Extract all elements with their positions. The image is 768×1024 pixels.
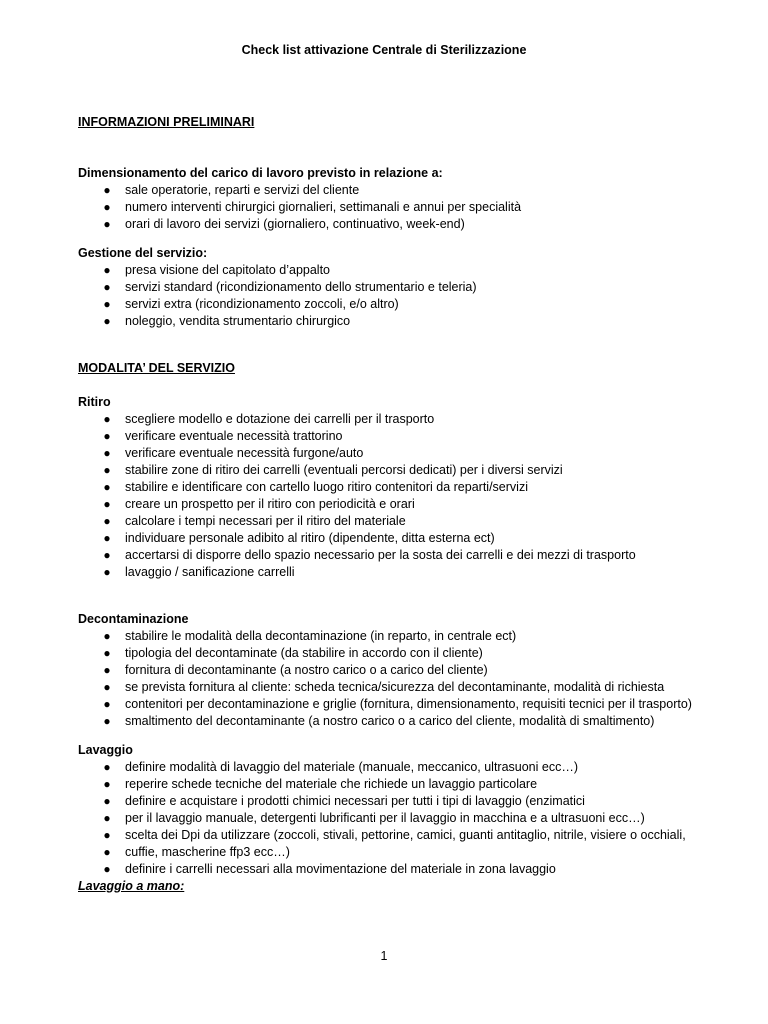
section-heading-modalita: MODALITA’ DEL SERVIZIO (78, 361, 235, 375)
list-item-text: verificare eventuale necessità trattorino (125, 429, 343, 443)
bullet-icon: ● (103, 680, 111, 694)
list-item-text: contenitori per decontaminazione e griglie (fornitura, dimensionamento, requisiti tecnici per il trasporto) (125, 697, 692, 711)
list-item (78, 182, 718, 199)
list-item-text: calcolare i tempi necessari per il ritiro del materiale (125, 514, 406, 528)
list-item (78, 628, 718, 645)
list-item (78, 296, 718, 313)
bullet-icon: ● (103, 429, 111, 443)
bullet-icon: ● (103, 514, 111, 528)
bullet-icon: ● (103, 697, 111, 711)
bullet-icon: ● (103, 714, 111, 728)
bullet-icon: ● (103, 200, 111, 214)
document-body (78, 114, 718, 895)
list-item-text: servizi extra (ricondizionamento zoccoli, e/o altro) (125, 297, 399, 311)
list-item-text: definire i carrelli necessari alla movimentazione del materiale in zona lavaggio (125, 862, 556, 876)
list-item (78, 645, 718, 662)
bullet-icon: ● (103, 480, 111, 494)
document-title: Check list attivazione Centrale di Sterilizzazione (241, 43, 527, 57)
list-item (78, 810, 718, 827)
list-item (78, 313, 718, 330)
bullet-icon: ● (103, 412, 111, 426)
list-item (78, 411, 718, 428)
bullet-icon: ● (103, 280, 111, 294)
bullet-icon: ● (103, 663, 111, 677)
list-item-text: reperire schede tecniche del materiale che richiede un lavaggio particolare (125, 777, 538, 791)
list-item-text: accertarsi di disporre dello spazio necessario per la sosta dei carrelli e dei mezzi di trasporto (125, 548, 636, 562)
list-item-text: tipologia del decontaminate (da stabilire in accordo con il cliente) (125, 646, 483, 660)
bullet-icon: ● (103, 777, 111, 791)
bullet-icon: ● (103, 811, 111, 825)
subheading-lavaggio-a-mano: Lavaggio a mano: (78, 879, 185, 893)
list-item (78, 861, 718, 878)
list-item-text: individuare personale adibito al ritiro (dipendente, ditta esterna ect) (125, 531, 495, 545)
list-item (78, 445, 718, 462)
list-item-text: cuffie, mascherine ffp3 ecc…) (125, 845, 290, 859)
list-item (78, 279, 718, 296)
list-item-text: orari di lavoro dei servizi (giornaliero, continuativo, week-end) (125, 217, 465, 231)
list-ritiro (78, 411, 718, 581)
bullet-icon: ● (103, 794, 111, 808)
bullet-icon: ● (103, 646, 111, 660)
list-item (78, 844, 718, 861)
bullet-icon: ● (103, 217, 111, 231)
bullet-icon: ● (103, 828, 111, 842)
bullet-icon: ● (103, 760, 111, 774)
bullet-icon: ● (103, 497, 111, 511)
subheading-lavaggio: Lavaggio (78, 743, 133, 757)
list-decontaminazione (78, 628, 718, 730)
page-number: 1 (380, 949, 388, 963)
subheading-decontaminazione: Decontaminazione (78, 612, 189, 626)
list-item-text: per il lavaggio manuale, detergenti lubrificanti per il lavaggio in macchina e a ultrasuoni ecc…) (125, 811, 645, 825)
list-item-text: numero interventi chirurgici giornalieri, settimanali e annui per specialità (125, 200, 522, 214)
list-item (78, 530, 718, 547)
list-item (78, 216, 718, 233)
bullet-icon: ● (103, 565, 111, 579)
list-item (78, 564, 718, 581)
bullet-icon: ● (103, 263, 111, 277)
list-item (78, 428, 718, 445)
list-item-text: scelta dei Dpi da utilizzare (zoccoli, stivali, pettorine, camici, guanti antitaglio, nitrile, visiere o occhiali, (125, 828, 686, 842)
list-item-text: presa visione del capitolato d’appalto (125, 263, 330, 277)
list-item (78, 793, 718, 810)
bullet-icon: ● (103, 531, 111, 545)
list-gestione (78, 262, 718, 330)
list-item-text: sale operatorie, reparti e servizi del cliente (125, 183, 360, 197)
bullet-icon: ● (103, 548, 111, 562)
bullet-icon: ● (103, 446, 111, 460)
list-item (78, 547, 718, 564)
list-item-text: stabilire le modalità della decontaminazione (in reparto, in centrale ect) (125, 629, 517, 643)
list-item-text: servizi standard (ricondizionamento dello strumentario e teleria) (125, 280, 477, 294)
bullet-icon: ● (103, 629, 111, 643)
bullet-icon: ● (103, 314, 111, 328)
section-heading-informazioni: INFORMAZIONI PRELIMINARI (78, 115, 255, 129)
list-item-text: stabilire e identificare con cartello luogo ritiro contenitori da reparti/servizi (125, 480, 528, 494)
list-item-text: scegliere modello e dotazione dei carrelli per il trasporto (125, 412, 435, 426)
list-lavaggio (78, 759, 718, 878)
list-item (78, 713, 718, 730)
list-item (78, 679, 718, 696)
list-item (78, 262, 718, 279)
list-item-text: definire e acquistare i prodotti chimici necessari per tutti i tipi di lavaggio (enzimatici (125, 794, 585, 808)
list-item-text: smaltimento del decontaminante (a nostro carico o a carico del cliente, modalità di smaltimento) (125, 714, 655, 728)
list-item (78, 462, 718, 479)
list-item-text: lavaggio / sanificazione carrelli (125, 565, 295, 579)
list-item (78, 496, 718, 513)
list-item (78, 662, 718, 679)
bullet-icon: ● (103, 297, 111, 311)
bullet-icon: ● (103, 463, 111, 477)
list-item (78, 776, 718, 793)
subheading-dimensionamento: Dimensionamento del carico di lavoro previsto in relazione a: (78, 166, 443, 180)
list-item-text: definire modalità di lavaggio del materiale (manuale, meccanico, ultrasuoni ecc…) (125, 760, 579, 774)
list-item (78, 513, 718, 530)
subheading-ritiro: Ritiro (78, 395, 111, 409)
list-item (78, 199, 718, 216)
subheading-gestione: Gestione del servizio: (78, 246, 208, 260)
bullet-icon: ● (103, 845, 111, 859)
list-item-text: verificare eventuale necessità furgone/auto (125, 446, 364, 460)
list-item-text: noleggio, vendita strumentario chirurgico (125, 314, 351, 328)
bullet-icon: ● (103, 862, 111, 876)
list-item-text: creare un prospetto per il ritiro con periodicità e orari (125, 497, 415, 511)
list-item (78, 827, 718, 844)
list-item (78, 759, 718, 776)
bullet-icon: ● (103, 183, 111, 197)
list-item-text: se prevista fornitura al cliente: scheda tecnica/sicurezza del decontaminante, modalità di richiesta (125, 680, 665, 694)
list-item (78, 696, 718, 713)
list-item-text: stabilire zone di ritiro dei carrelli (eventuali percorsi dedicati) per i diversi servizi (125, 463, 563, 477)
list-item (78, 479, 718, 496)
list-dimensionamento (78, 182, 718, 233)
list-item-text: fornitura di decontaminante (a nostro carico o a carico del cliente) (125, 663, 488, 677)
